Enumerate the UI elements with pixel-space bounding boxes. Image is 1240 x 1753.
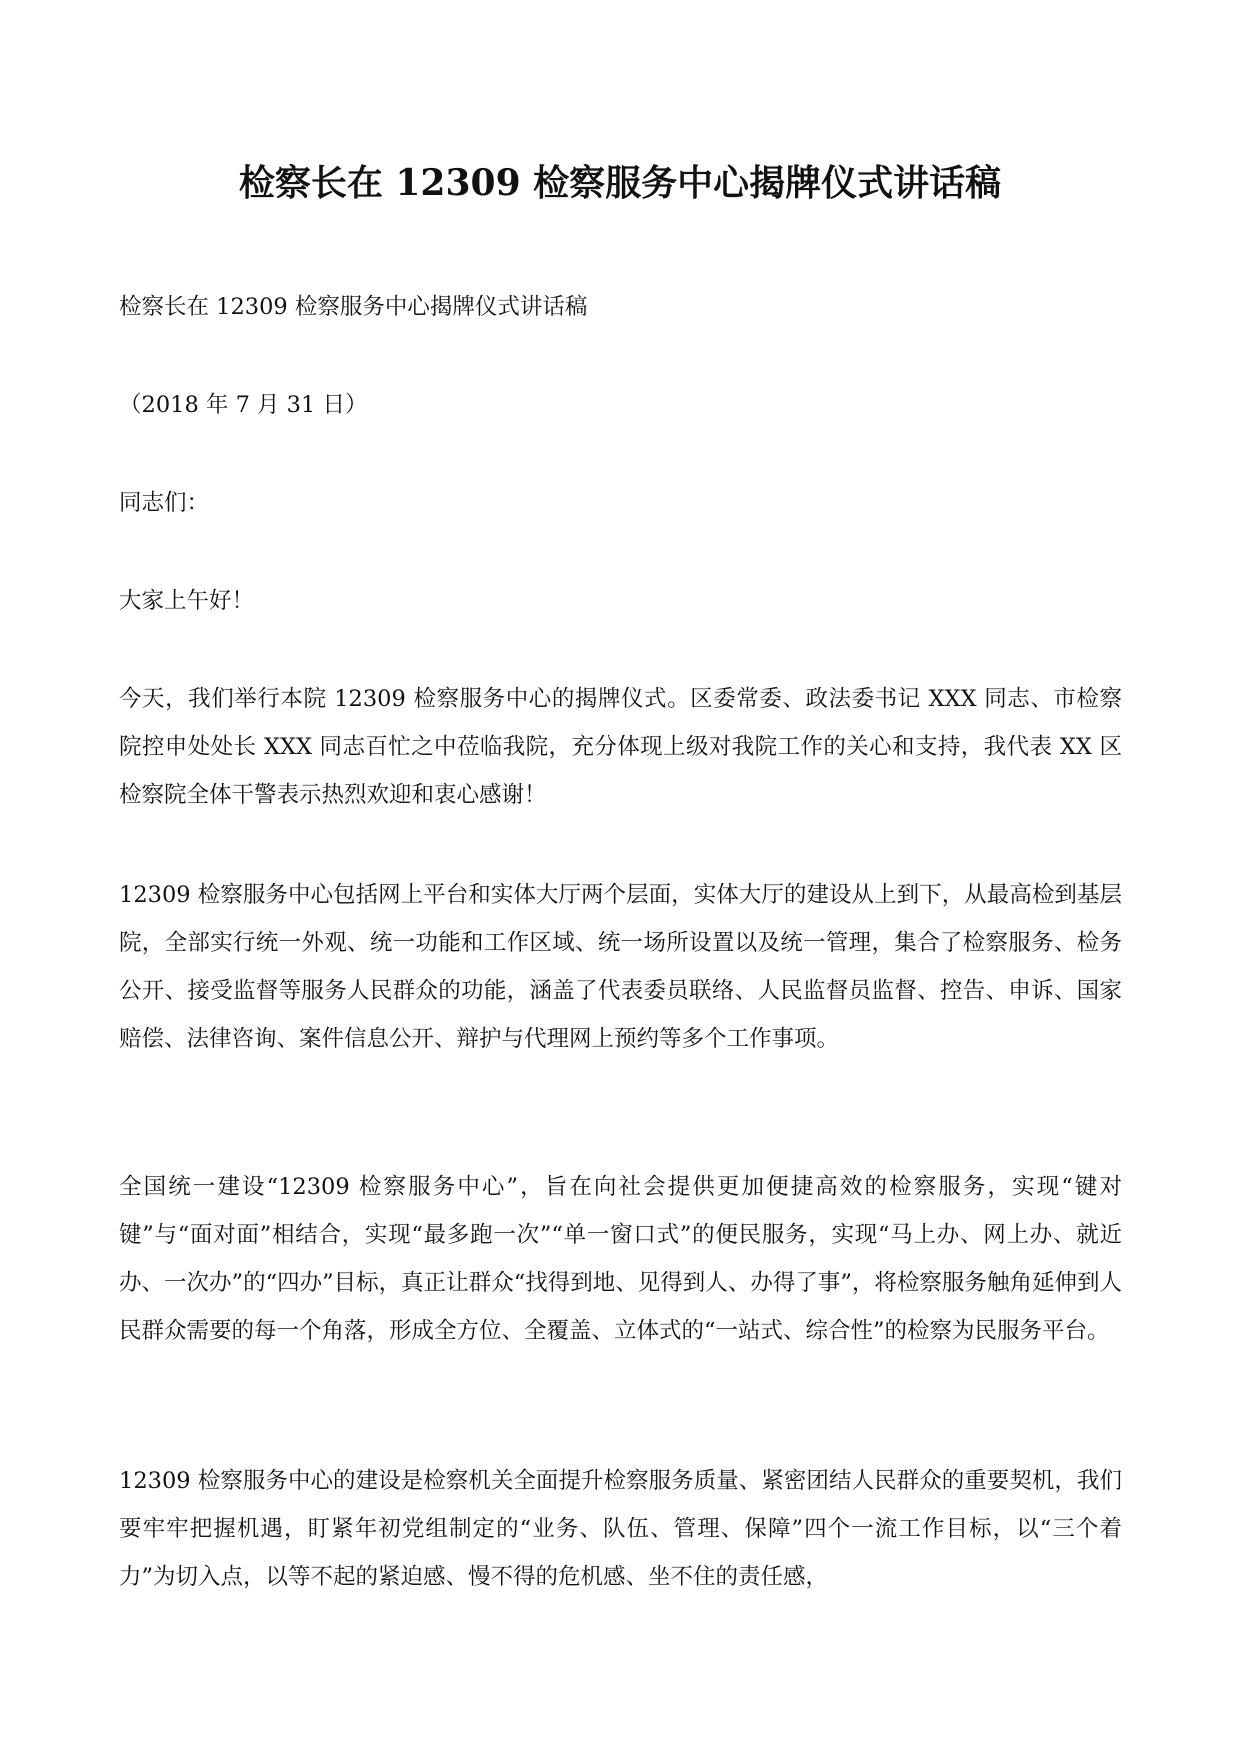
body-paragraph: 12309 检察服务中心的建设是检察机关全面提升检察服务质量、紧密团结人民群众的重要契机，我们要牢牢把握机遇，盯紧年初党组制定的“业务、队伍、管理、保障”四个一流工作目标，以“三个着力”为切入点，以等不起的紧迫感、慢不得的危机感、坐不住的责任感， (119, 1468, 1122, 1590)
document-title: 检察长在 12309 检察服务中心揭牌仪式讲话稿 (238, 162, 1002, 204)
date-paragraph: （2018 年 7 月 31 日） (119, 392, 368, 418)
body-paragraph: 12309 检察服务中心包括网上平台和实体大厅两个层面，实体大厅的建设从上到下，从最高检到基层院，全部实行统一外观、统一功能和工作区域、统一场所设置以及统一管理，集合了检察服务、检务公开、接受监督等服务人民群众的功能，涵盖了代表委员联络、人民监督员监督、控告、申诉、国家赔偿、法律咨询、案件信息公开、辩护与代理网上预约等多个工作事项。 (119, 882, 1122, 1052)
subtitle-paragraph: 检察长在 12309 检察服务中心揭牌仪式讲话稿 (119, 294, 588, 320)
body-paragraph: 今天，我们举行本院 12309 检察服务中心的揭牌仪式。区委常委、政法委书记 XXX 同志、市检察院控申处处长 XXX 同志百忙之中莅临我院，充分体现上级对我院工作的关心和支持，我代表 XX 区检察院全体干警表示热烈欢迎和衷心感谢！ (119, 686, 1122, 808)
salutation-paragraph: 同志们： (119, 490, 210, 516)
body-paragraph: 全国统一建设“12309 检察服务中心”，旨在向社会提供更加便捷高效的检察服务，实现“键对键”与“面对面”相结合，实现“最多跑一次”“单一窗口式”的便民服务，实现“马上办、网上办、就近办、一次办”的“四办”目标，真正让群众“找得到地、见得到人、办得了事”，将检察服务触角延伸到人民群众需要的每一个角落，形成全方位、全覆盖、立体式的“一站式、综合性”的检察为民服务平台。 (119, 1174, 1122, 1344)
greeting-paragraph: 大家上午好！ (119, 588, 255, 614)
